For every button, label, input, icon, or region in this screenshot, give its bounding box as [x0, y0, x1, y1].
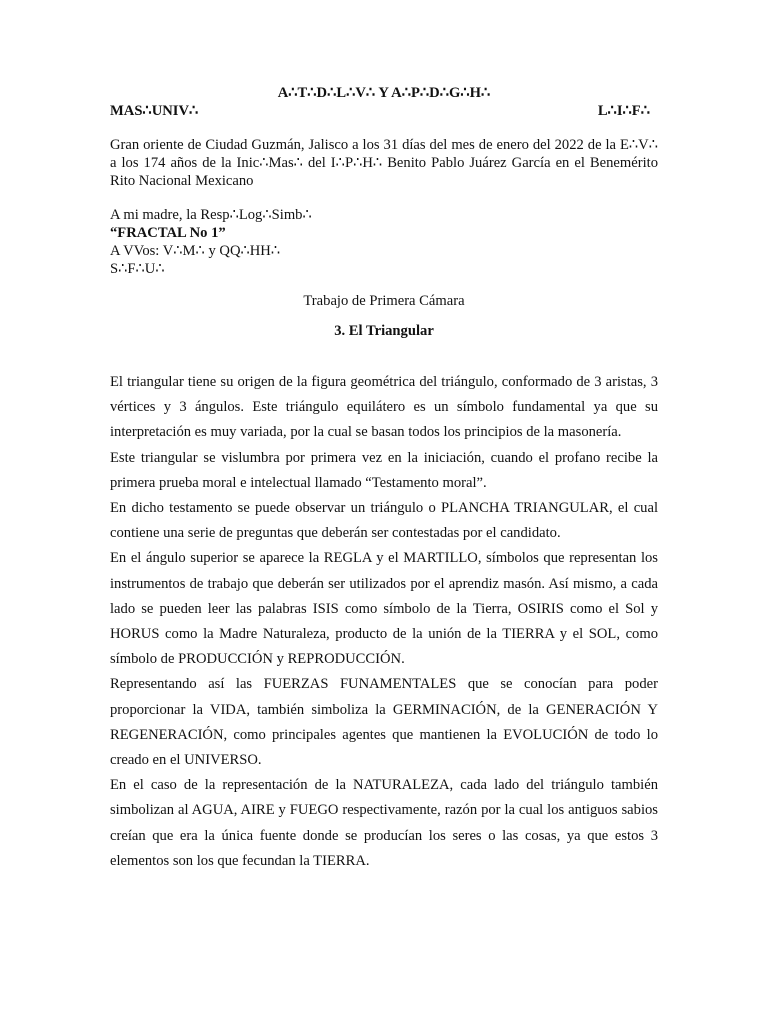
intro-paragraph: Gran oriente de Ciudad Guzmán, Jalisco a los 31 días del mes de enero del 2022 de la E∴V∴ a los 174 años de la Inic∴Mas∴ del I∴P∴H∴ Benito Pablo Juárez García en el Benemérito Rito Nacional Mexicano	[110, 137, 658, 189]
body-paragraph: En dicho testamento se puede observar un triángulo o PLANCHA TRIANGULAR, el cual contiene una serie de preguntas que deberán ser contestadas por el candidato.	[110, 500, 658, 542]
lodge-name: “FRACTAL No 1”	[110, 225, 226, 241]
header-row	[110, 102, 658, 120]
body-paragraph: Este triangular se vislumbra por primera vez en la iniciación, cuando el profano recibe la primera prueba moral e intelectual llamado “Testamento moral”.	[110, 449, 658, 491]
address-line: S∴F∴U∴	[110, 261, 165, 277]
document-page	[110, 84, 658, 874]
address-line: A VVos: V∴M∴ y QQ∴HH∴	[110, 243, 281, 259]
header-right: L∴I∴F∴	[597, 103, 650, 119]
header-left: MAS∴UNIV∴	[110, 103, 199, 119]
body-text	[110, 370, 658, 874]
body-paragraph: En el ángulo superior se aparece la REGLA y el MARTILLO, símbolos que representan los instrumentos de trabajo que deberán ser utilizados por el aprendiz masón. Así mismo, a cada lado se pueden leer las palabras ISIS como símbolo de la Tierra, OSIRIS como el Sol y HORUS como la Madre Naturaleza, producto de la unión de la TIERRA y el SOL, como símbolo de PRODUCCIÓN y REPRODUCCIÓN.	[110, 550, 658, 668]
section-title: 3. El Triangular	[334, 323, 434, 339]
document-header-title: A∴T∴D∴L∴V∴ Y A∴P∴D∴G∴H∴	[277, 85, 491, 101]
body-paragraph: Representando así las FUERZAS FUNAMENTALES que se conocían para poder proporcionar la VIDA, también simboliza la GERMINACIÓN, de la GENERACIÓN Y REGENERACIÓN, como principales agentes que mantienen la EVOLUCIÓN de todo lo creado en el UNIVERSO.	[110, 676, 658, 769]
body-paragraph: En el caso de la representación de la NATURALEZA, cada lado del triángulo también simbolizan al AGUA, AIRE y FUEGO respectivamente, razón por la cual los antiguos sabios creían que era la única fuente donde se producían los seres o las cosas, ya que estos 3 elementos son los que fecundan la TIERRA.	[110, 777, 658, 869]
document-subtitle: Trabajo de Primera Cámara	[303, 293, 465, 309]
address-block	[110, 206, 658, 278]
address-line: A mi madre, la Resp∴Log∴Simb∴	[110, 207, 312, 223]
body-paragraph: El triangular tiene su origen de la figura geométrica del triángulo, conformado de 3 aristas, 3 vértices y 3 ángulos. Este triángulo equilátero es un símbolo fundamental ya que su interpretación es muy variada, por la cual se basan todos los principios de la masonería.	[110, 374, 658, 441]
